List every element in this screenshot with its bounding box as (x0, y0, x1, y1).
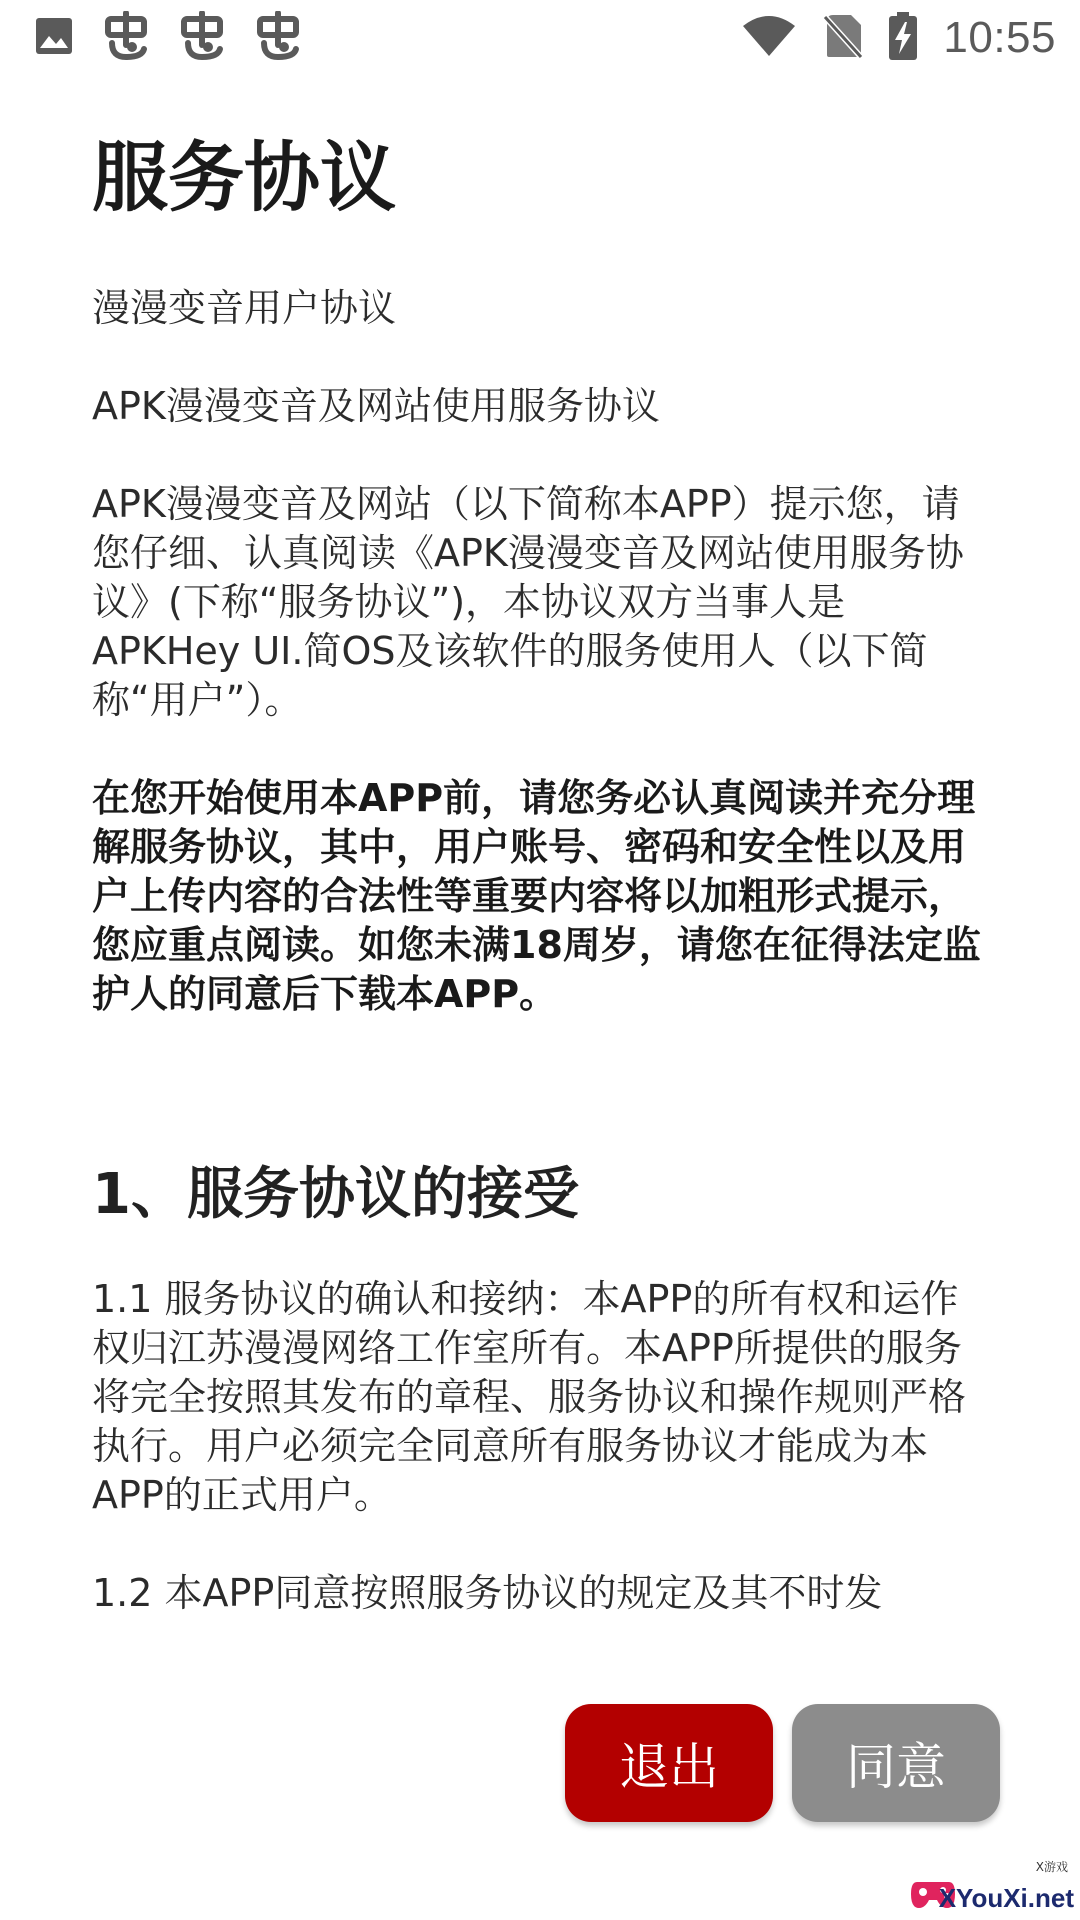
agreement-name: 漫漫变音用户协议 (92, 286, 397, 330)
agreement-content[interactable] (92, 130, 992, 1635)
section-paragraph: 1.2 本APP同意按照服务协议的规定及其不时发 (92, 1571, 883, 1615)
section-heading: 1、服务协议的接受 (92, 1162, 579, 1227)
notification-icon (102, 11, 150, 65)
battery-charging-icon (889, 12, 917, 64)
status-bar (0, 0, 1080, 74)
status-bar-left (34, 12, 302, 64)
intro-paragraph: APK漫漫变音及网站（以下简称本APP）提示您，请您仔细、认真阅读《APK漫漫变音及网站使用服务协议》(下称“服务协议”)，本协议双方当事人是APKHey UI.简OS及该软件的服务使用人（以下简称“用户”）。 (92, 482, 964, 722)
watermark-small-text: X游戏 (1035, 1860, 1068, 1874)
agree-button[interactable]: 同意 (792, 1704, 1000, 1822)
no-sim-icon (823, 13, 863, 63)
section-paragraph: 1.1 服务协议的确认和接纳：本APP的所有权和运作权归江苏漫漫网络工作室所有。本APP所提供的服务将完全按照其发布的章程、服务协议和操作规则严格执行。用户必须完全同意所有服务协议才能成为本APP的正式用户。 (92, 1277, 967, 1517)
notice-paragraph: 在您开始使用本APP前，请您务必认真阅读并充分理解服务协议，其中，用户账号、密码和安全性以及用户上传内容的合法性等重要内容将以加粗形式提示，您应重点阅读。如您未满18周岁，请您在征得法定监护人的同意后下载本APP。 (92, 776, 981, 1016)
agreement-subtitle: APK漫漫变音及网站使用服务协议 (92, 384, 660, 428)
status-time: 10:55 (943, 13, 1056, 62)
page-title: 服务协议 (92, 133, 396, 222)
watermark (909, 1858, 1074, 1916)
image-icon (34, 16, 74, 60)
wifi-icon (741, 14, 797, 62)
watermark-text: XYouXi.net (938, 1883, 1074, 1913)
notification-icon (254, 11, 302, 65)
notification-icon (178, 11, 226, 65)
status-bar-right (741, 12, 1056, 64)
exit-button[interactable]: 退出 (565, 1704, 773, 1822)
